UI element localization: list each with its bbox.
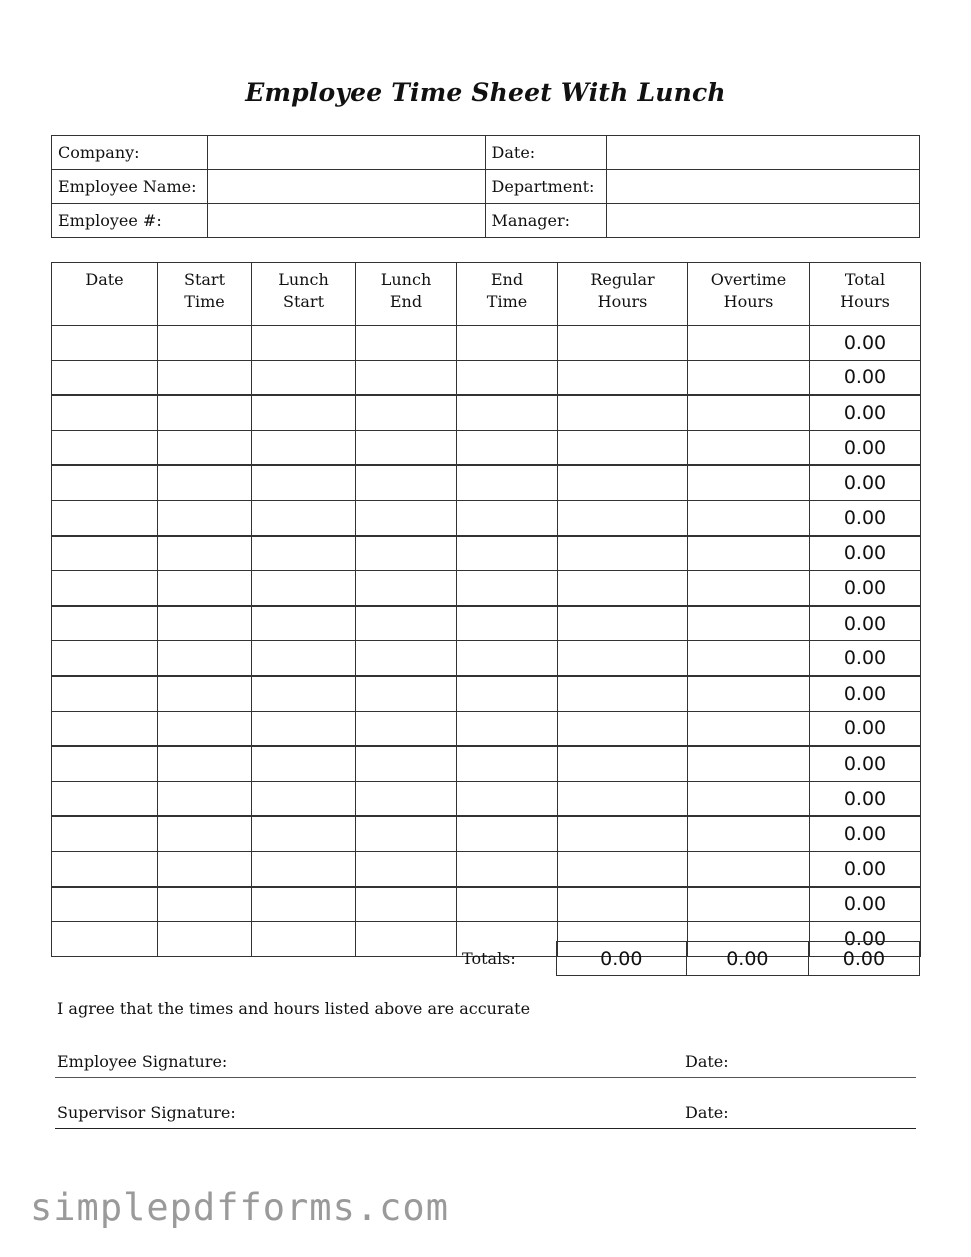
lunch-end-cell[interactable] — [356, 536, 457, 571]
end-time-cell[interactable] — [457, 746, 558, 781]
total-hours-cell[interactable]: 0.00 — [810, 887, 921, 922]
column-header-start-time: Start Time — [158, 263, 252, 326]
end-time-cell[interactable] — [457, 360, 558, 395]
lunch-start-cell[interactable] — [252, 465, 356, 500]
overtime-hours-cell[interactable] — [688, 641, 810, 676]
end-time-cell[interactable] — [457, 395, 558, 430]
totals-label: Totals: — [462, 949, 516, 968]
regular-hours-cell[interactable] — [558, 851, 688, 886]
totals-row — [51, 941, 920, 976]
overtime-hours-cell[interactable] — [688, 430, 810, 465]
regular-hours-cell[interactable] — [558, 711, 688, 746]
date-field[interactable] — [607, 136, 920, 170]
regular-hours-cell[interactable] — [558, 641, 688, 676]
column-header-regular-hours: Regular Hours — [558, 263, 688, 326]
lunch-end-cell[interactable] — [356, 746, 457, 781]
total-hours-cell[interactable]: 0.00 — [810, 430, 921, 465]
date-cell[interactable] — [52, 360, 158, 395]
total-hours-cell[interactable]: 0.00 — [810, 816, 921, 851]
overtime-hours-cell[interactable] — [688, 571, 810, 606]
overtime-hours-cell[interactable] — [688, 500, 810, 535]
table-row — [52, 606, 921, 641]
total-hours-cell[interactable]: 0.00 — [810, 571, 921, 606]
overtime-hours-total[interactable]: 0.00 — [686, 942, 808, 976]
manager-field[interactable] — [607, 204, 920, 238]
lunch-end-cell[interactable] — [356, 360, 457, 395]
regular-hours-cell[interactable] — [558, 781, 688, 816]
lunch-end-cell[interactable] — [356, 606, 457, 641]
table-row — [52, 571, 921, 606]
date-cell[interactable] — [52, 395, 158, 430]
employee-signature-label: Employee Signature: — [57, 1052, 228, 1071]
overtime-hours-cell[interactable] — [688, 711, 810, 746]
page-title: Employee Time Sheet With Lunch — [245, 78, 726, 107]
start-time-cell[interactable] — [158, 395, 252, 430]
table-row — [52, 500, 921, 535]
overtime-hours-cell[interactable] — [688, 395, 810, 430]
end-time-cell[interactable] — [457, 887, 558, 922]
grand-total-hours[interactable]: 0.00 — [808, 942, 919, 976]
regular-hours-cell[interactable] — [558, 326, 688, 361]
employee-signature-date-label: Date: — [685, 1052, 729, 1071]
table-row — [52, 641, 921, 676]
total-hours-cell[interactable]: 0.00 — [810, 676, 921, 711]
table-row — [52, 711, 921, 746]
regular-hours-cell[interactable] — [558, 430, 688, 465]
lunch-start-cell[interactable] — [252, 781, 356, 816]
regular-hours-total[interactable]: 0.00 — [556, 942, 686, 976]
end-time-cell[interactable] — [457, 851, 558, 886]
start-time-cell[interactable] — [158, 887, 252, 922]
lunch-start-cell[interactable] — [252, 536, 356, 571]
total-hours-cell[interactable]: 0.00 — [810, 606, 921, 641]
lunch-end-cell[interactable] — [356, 571, 457, 606]
total-hours-cell[interactable]: 0.00 — [810, 851, 921, 886]
supervisor-signature-label: Supervisor Signature: — [57, 1103, 236, 1122]
date-cell[interactable] — [52, 500, 158, 535]
lunch-start-cell[interactable] — [252, 571, 356, 606]
start-time-cell[interactable] — [158, 536, 252, 571]
regular-hours-cell[interactable] — [558, 536, 688, 571]
total-hours-cell[interactable]: 0.00 — [810, 500, 921, 535]
lunch-end-cell[interactable] — [356, 781, 457, 816]
overtime-hours-cell[interactable] — [688, 676, 810, 711]
column-header-total-hours: Total Hours — [810, 263, 921, 326]
table-row — [52, 746, 921, 781]
lunch-start-cell[interactable] — [252, 360, 356, 395]
lunch-end-cell[interactable] — [356, 816, 457, 851]
start-time-cell[interactable] — [158, 781, 252, 816]
start-time-cell[interactable] — [158, 816, 252, 851]
company-field[interactable] — [207, 136, 485, 170]
total-hours-cell[interactable]: 0.00 — [810, 746, 921, 781]
start-time-cell[interactable] — [158, 326, 252, 361]
supervisor-signature-date-label: Date: — [685, 1103, 729, 1122]
lunch-end-cell[interactable] — [356, 851, 457, 886]
table-row — [52, 326, 921, 361]
date-cell[interactable] — [52, 676, 158, 711]
lunch-start-cell[interactable] — [252, 746, 356, 781]
start-time-cell[interactable] — [158, 465, 252, 500]
total-hours-cell[interactable]: 0.00 — [810, 781, 921, 816]
employee-signature-line[interactable] — [55, 1047, 916, 1078]
end-time-cell[interactable] — [457, 781, 558, 816]
date-cell[interactable] — [52, 851, 158, 886]
column-header-overtime-hours: Overtime Hours — [688, 263, 810, 326]
regular-hours-cell[interactable] — [558, 360, 688, 395]
lunch-start-cell[interactable] — [252, 887, 356, 922]
table-row — [52, 816, 921, 851]
end-time-cell[interactable] — [457, 606, 558, 641]
date-cell[interactable] — [52, 465, 158, 500]
start-time-cell[interactable] — [158, 711, 252, 746]
employee-name-field[interactable] — [207, 170, 485, 204]
date-cell[interactable] — [52, 816, 158, 851]
regular-hours-cell[interactable] — [558, 395, 688, 430]
total-hours-cell[interactable]: 0.00 — [810, 922, 921, 957]
lunch-end-cell[interactable] — [356, 395, 457, 430]
column-header-date: Date — [52, 263, 158, 326]
lunch-start-cell[interactable] — [252, 430, 356, 465]
lunch-start-cell[interactable] — [252, 395, 356, 430]
employee-number-label: Employee #: — [52, 204, 208, 238]
overtime-hours-cell[interactable] — [688, 781, 810, 816]
date-label: Date: — [485, 136, 607, 170]
regular-hours-cell[interactable] — [558, 816, 688, 851]
date-cell[interactable] — [52, 606, 158, 641]
total-hours-cell[interactable]: 0.00 — [810, 326, 921, 361]
start-time-cell[interactable] — [158, 851, 252, 886]
date-cell[interactable] — [52, 711, 158, 746]
department-field[interactable] — [607, 170, 920, 204]
lunch-start-cell[interactable] — [252, 676, 356, 711]
table-row — [52, 851, 921, 886]
overtime-hours-cell[interactable] — [688, 465, 810, 500]
lunch-start-cell[interactable] — [252, 641, 356, 676]
date-cell[interactable] — [52, 571, 158, 606]
start-time-cell[interactable] — [158, 641, 252, 676]
regular-hours-cell[interactable] — [558, 676, 688, 711]
regular-hours-cell[interactable] — [558, 465, 688, 500]
end-time-cell[interactable] — [457, 430, 558, 465]
date-cell[interactable] — [52, 887, 158, 922]
start-time-cell[interactable] — [158, 606, 252, 641]
column-header-lunch-start: Lunch Start — [252, 263, 356, 326]
total-hours-cell[interactable]: 0.00 — [810, 711, 921, 746]
lunch-start-cell[interactable] — [252, 816, 356, 851]
lunch-start-cell[interactable] — [252, 711, 356, 746]
date-cell[interactable] — [52, 746, 158, 781]
overtime-hours-cell[interactable] — [688, 816, 810, 851]
start-time-cell[interactable] — [158, 571, 252, 606]
end-time-cell[interactable] — [457, 465, 558, 500]
regular-hours-cell[interactable] — [558, 606, 688, 641]
start-time-cell[interactable] — [158, 430, 252, 465]
end-time-cell[interactable] — [457, 816, 558, 851]
start-time-cell[interactable] — [158, 746, 252, 781]
overtime-hours-cell[interactable] — [688, 746, 810, 781]
table-row — [52, 395, 921, 430]
company-label: Company: — [52, 136, 208, 170]
table-row — [52, 360, 921, 395]
end-time-cell[interactable] — [457, 326, 558, 361]
column-header-lunch-end: Lunch End — [356, 263, 457, 326]
overtime-hours-cell[interactable] — [688, 606, 810, 641]
overtime-hours-cell[interactable] — [688, 536, 810, 571]
date-cell[interactable] — [52, 781, 158, 816]
total-hours-cell[interactable]: 0.00 — [810, 395, 921, 430]
employee-number-field[interactable] — [207, 204, 485, 238]
regular-hours-cell[interactable] — [558, 571, 688, 606]
total-hours-cell[interactable]: 0.00 — [810, 465, 921, 500]
lunch-end-cell[interactable] — [356, 711, 457, 746]
date-cell[interactable] — [52, 641, 158, 676]
end-time-cell[interactable] — [457, 500, 558, 535]
end-time-cell[interactable] — [457, 676, 558, 711]
end-time-cell[interactable] — [457, 536, 558, 571]
employee-name-label: Employee Name: — [52, 170, 208, 204]
time-table-header — [52, 263, 921, 326]
lunch-end-cell[interactable] — [356, 500, 457, 535]
overtime-hours-cell[interactable] — [688, 360, 810, 395]
lunch-start-cell[interactable] — [252, 326, 356, 361]
column-header-end-time: End Time — [457, 263, 558, 326]
agreement-statement: I agree that the times and hours listed above are accurate — [57, 999, 531, 1018]
overtime-hours-cell[interactable] — [688, 887, 810, 922]
lunch-end-cell[interactable] — [356, 430, 457, 465]
lunch-start-cell[interactable] — [252, 606, 356, 641]
start-time-cell[interactable] — [158, 500, 252, 535]
lunch-end-cell[interactable] — [356, 326, 457, 361]
total-hours-cell[interactable]: 0.00 — [810, 360, 921, 395]
watermark: simplepdfforms.com — [30, 1186, 449, 1229]
overtime-hours-cell[interactable] — [688, 326, 810, 361]
regular-hours-cell[interactable] — [558, 887, 688, 922]
date-cell[interactable] — [52, 430, 158, 465]
overtime-hours-cell[interactable] — [688, 851, 810, 886]
table-row — [52, 465, 921, 500]
time-entry-table — [51, 262, 921, 957]
regular-hours-cell[interactable] — [558, 746, 688, 781]
table-row — [52, 430, 921, 465]
lunch-end-cell[interactable] — [356, 676, 457, 711]
table-row — [52, 676, 921, 711]
lunch-end-cell[interactable] — [356, 887, 457, 922]
lunch-end-cell[interactable] — [356, 641, 457, 676]
lunch-end-cell[interactable] — [356, 465, 457, 500]
total-hours-cell[interactable]: 0.00 — [810, 536, 921, 571]
start-time-cell[interactable] — [158, 676, 252, 711]
end-time-cell[interactable] — [457, 641, 558, 676]
lunch-start-cell[interactable] — [252, 851, 356, 886]
start-time-cell[interactable] — [158, 360, 252, 395]
end-time-cell[interactable] — [457, 711, 558, 746]
department-label: Department: — [485, 170, 607, 204]
employee-info-table — [51, 135, 920, 238]
table-row — [52, 781, 921, 816]
date-cell[interactable] — [52, 326, 158, 361]
manager-label: Manager: — [485, 204, 607, 238]
table-row — [52, 536, 921, 571]
total-hours-cell[interactable]: 0.00 — [810, 641, 921, 676]
table-row — [52, 887, 921, 922]
lunch-start-cell[interactable] — [252, 500, 356, 535]
supervisor-signature-line[interactable] — [55, 1098, 916, 1129]
date-cell[interactable] — [52, 536, 158, 571]
end-time-cell[interactable] — [457, 571, 558, 606]
regular-hours-cell[interactable] — [558, 500, 688, 535]
